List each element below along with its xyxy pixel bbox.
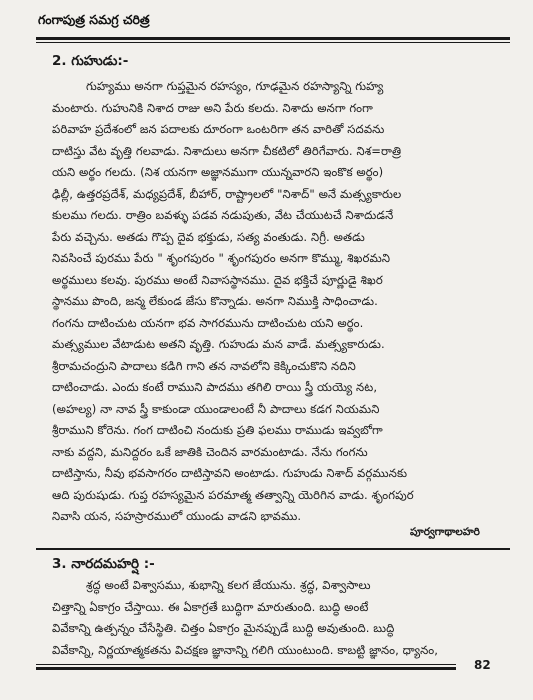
text-line: కులము గలదు. రాత్రిం బవళ్ళు పడవ నడుపుతు, వేట చేయుటచే నిశాదుడనే	[52, 208, 394, 222]
text-line: వివేకాన్ని ఉత్పన్నం చేసేస్థితి. చిత్తం ఏకాగ్రం మైనప్పుడే బుద్ధి అవుతుంది. బుద్ధి	[52, 621, 395, 635]
section-body-guhudu	[52, 76, 508, 528]
text-line: చిత్తాన్ని ఏకాగ్రం చేస్తాయి. ఈ ఏకాగ్రతే బుద్ధిగా మారుతుంది. బుద్ధి అంటే	[52, 599, 369, 614]
text-line: దాటిస్తాను, నీవు భవసాగరం దాటిస్తావని అంటాడు. గుహుడు నిశాద్ వర్గమునకు	[52, 466, 408, 480]
text-line: మత్స్యముల వేటాడుట అతని వృత్తి. గుహుడు మన వాడే. మత్స్యకారుడు.	[52, 337, 385, 351]
text-line: గుహ్యము అనగా గుప్తమైన రహస్యం, గూఢమైన రహస్యాన్ని గుహ్య	[86, 79, 384, 93]
header-rule-thin	[36, 42, 510, 43]
text-line: నివసించే పురము పేరు " శృంగపురం " శృంగపురం అనగా కొమ్ము, శిఖరమని	[52, 251, 391, 265]
text-line: పేరు వచ్చెను. అతడు గొప్ప దైవ భక్తుడు, సత్య వంతుడు. నిగ్రీ. అతడు	[52, 229, 365, 244]
running-header-title: గంగాపుత్ర సమగ్ర చరిత్ర	[38, 12, 150, 27]
page-number: 82	[474, 658, 491, 672]
source-attribution: పూర్వగాథాలహరి	[410, 526, 480, 538]
text-line: దాటించాడు. ఎందు కంటే రాముని పాదము తగిలి రాయి స్త్రీ యయ్యె నట,	[52, 380, 378, 394]
text-line: శ్రీరామచంద్రుని పాదాలు కడిగి గాని తన నావలోని కెక్కించుకొని నదిని	[52, 358, 356, 373]
text-line: వివేకాన్ని, నిర్ణయాత్మకతను విచక్షణ జ్ఞానాన్ని గలిగి యుంటుంది. కాబట్టి జ్ఞానం, ధ్యానం,	[52, 642, 439, 657]
text-line: అర్థములు కలవు. పురము అంటే నివాసస్థానము. దైవ భక్తిచే పూర్ణుడై శిఖర	[52, 272, 383, 287]
text-line: యని అర్థం గలదు. (నిశ యనగా అజ్ఞానముగా యున్నవారని ఇంకొక అర్థం)	[52, 165, 384, 179]
header-rule-thick	[36, 37, 510, 40]
section-heading-guhudu: 2. గుహుడు:-	[52, 53, 129, 69]
text-line: ఢిల్లీ, ఉత్తరప్రదేశ్, మధ్యప్రదేశ్, బీహార్, రాష్ట్రాలలో "నిశాద్" అనే మత్స్యకారుల	[52, 186, 402, 201]
text-line: గంగను దాటించుట యనగా భవ సాగరమును దాటించుట యని అర్థం.	[52, 315, 364, 330]
section-heading-naradamaharshi: 3. నారదమహర్షి :-	[52, 556, 155, 572]
section-divider-rule	[36, 548, 510, 550]
footer-rule-thin	[36, 664, 456, 665]
text-line: స్థానము పొంది, జన్మ లేకుండ జేసు కొన్నాడు. అనగా నిముక్తి సాధించాడు.	[52, 294, 378, 308]
section-body-naradamaharshi	[52, 575, 508, 661]
text-line: శ్రద్ధ అంటే విశ్వాసము, శుభాన్ని కలగ జేయును. శ్రద్ధ, విశ్వాసాలు	[86, 578, 371, 592]
text-line: దాటిస్తు వేట వృత్తి గలవాడు. నిశాదులు అనగా చీకటిలో తిరిగేవారు. నిశ=రాత్రి	[52, 143, 402, 158]
text-line: శ్రీరాముని కోరెను. గంగ దాటించి నందుకు ప్రతి ఫలము రాముడు ఇవ్వబోగా	[52, 423, 383, 437]
text-line: నివాసి యన, సహస్రారములో యుండు వాడని భావము.	[52, 509, 302, 523]
text-line: ఆది పురుషుడు. గుప్త రహస్యమైన పరమాత్మ తత్వాన్ని యెరిగిన వాడు. శృంగపుర	[52, 487, 414, 502]
text-line: (అహల్య) నా నావ స్త్రీ కాకుండా యుండాలంటే నీ పాదాలు కడగ నియమని	[52, 401, 380, 416]
footer-rule-thick	[36, 667, 456, 670]
text-line: మంటారు. గుహునికి నిశాద రాజు అని పేరు కలదు. నిశాదు అనగా గంగా	[52, 100, 373, 115]
text-line: నాకు వద్దని, మనిద్దరం ఒకే జాతికి చెందిన వారమంటాడు. నేను గంగను	[52, 444, 368, 459]
text-line: పరివాహ ప్రదేశంలో జన పదాలకు దూరంగా ఒంటరిగా తన వారితో సదవను	[52, 122, 385, 136]
